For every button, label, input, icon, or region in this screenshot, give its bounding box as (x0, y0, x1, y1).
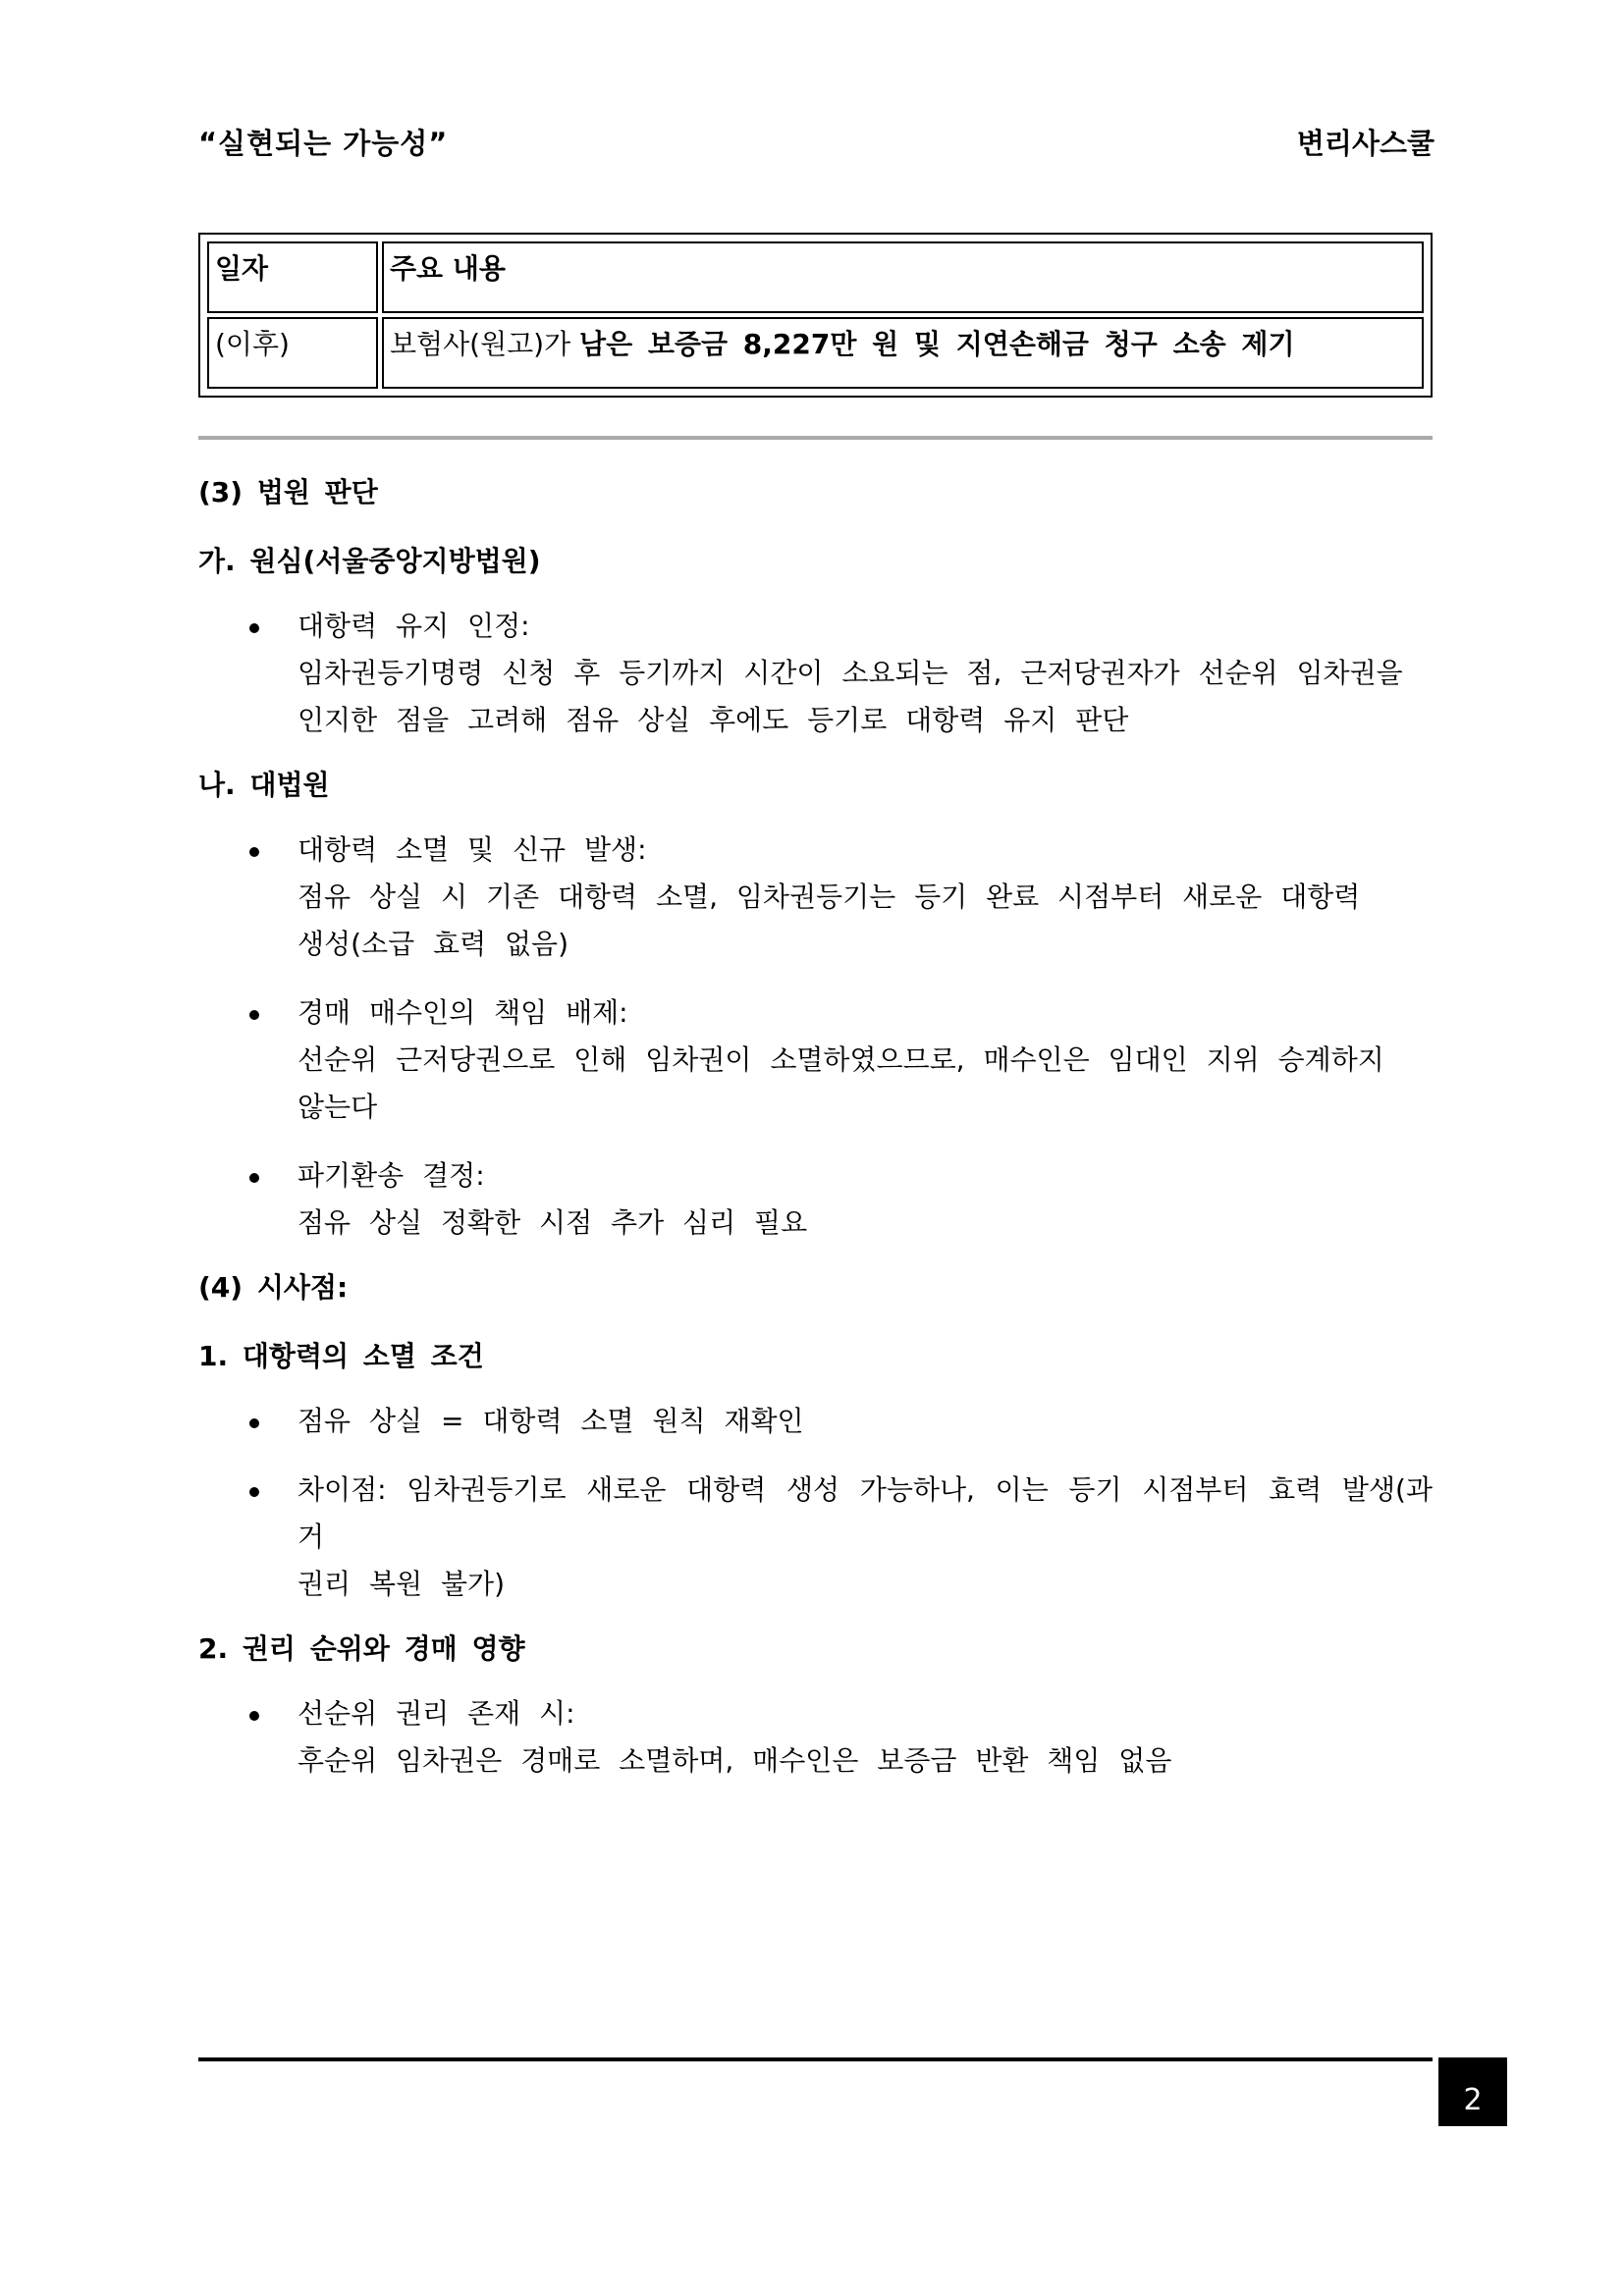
item-text: 권리 복원 불가) (298, 1568, 506, 1600)
item-label: 대항력 소멸 및 신규 발생: (298, 833, 647, 866)
bullet-icon (249, 1173, 259, 1183)
item-text: 점유 상실 정확한 시점 추가 심리 필요 (298, 1206, 808, 1239)
item-text: 후순위 임차권은 경매로 소멸하며, 매수인은 보증금 반환 책임 없음 (298, 1744, 1172, 1777)
section-divider (198, 436, 1433, 440)
list-item (198, 827, 1433, 968)
row-content-plain: 보험사(원고)가 (390, 328, 580, 360)
lower-court-list (198, 603, 1433, 744)
row-content (382, 317, 1424, 389)
item-label: 파기환송 결정: (298, 1159, 485, 1192)
document-title: “실현되는 가능성” (198, 127, 449, 160)
list-item (198, 1690, 1433, 1785)
item-label: 경매 매수인의 책임 배제: (298, 996, 628, 1029)
table-header-row (207, 241, 1424, 313)
list-item (198, 603, 1433, 744)
item-label: 점유 상실 = 대항력 소멸 원칙 재확인 (298, 1405, 804, 1437)
section-point-1: 1. 대항력의 소멸 조건 (198, 1340, 484, 1372)
section-court-judgment: (3) 법원 판단 (198, 476, 378, 508)
item-label: 대항력 유지 인정: (298, 610, 530, 642)
footer-rule (198, 2057, 1433, 2061)
list-item (198, 1152, 1433, 1247)
item-text: 선순위 근저당권으로 인해 임차권이 소멸하였으므로, 매수인은 임대인 지위 승계하지 (298, 1043, 1384, 1076)
bullet-icon (249, 1487, 259, 1497)
section-point-2: 2. 권리 순위와 경매 영향 (198, 1632, 525, 1665)
point-1-list (198, 1398, 1433, 1608)
supreme-court-list (198, 827, 1433, 1247)
header-date: 일자 (207, 241, 378, 313)
item-label: 선순위 권리 존재 시: (298, 1697, 575, 1730)
schedule-table (198, 233, 1433, 398)
page-number: 2 (1438, 2057, 1507, 2126)
item-text: 않는다 (298, 1091, 378, 1123)
item-text: 점유 상실 시 기존 대항력 소멸, 임차권등기는 등기 완료 시점부터 새로운 대항력 (298, 881, 1361, 913)
bullet-icon (249, 1010, 259, 1020)
document-body (198, 473, 1433, 1785)
section-lower-court: 가. 원심(서울중앙지방법원) (198, 545, 541, 577)
item-text: 임차권등기명령 신청 후 등기까지 시간이 소요되는 점, 근저당권자가 선순위 임차권을 (298, 657, 1403, 689)
item-text: 인지한 점을 고려해 점유 상실 후에도 등기로 대항력 유지 판단 (298, 704, 1129, 736)
list-item (198, 989, 1433, 1131)
bullet-icon (249, 623, 259, 633)
row-content-bold: 남은 보증금 8,227만 원 및 지연손해금 청구 소송 제기 (579, 328, 1295, 360)
header-content: 주요 내용 (382, 241, 1424, 313)
bullet-icon (249, 847, 259, 857)
section-implications: (4) 시사점: (198, 1271, 349, 1304)
list-item (198, 1467, 1433, 1608)
item-text: 생성(소급 효력 없음) (298, 928, 569, 960)
table-row (207, 317, 1424, 389)
list-item (198, 1398, 1433, 1445)
section-supreme-court: 나. 대법원 (198, 769, 330, 801)
row-date: (이후) (207, 317, 378, 389)
point-2-list (198, 1690, 1433, 1785)
schedule-table-grid (203, 238, 1428, 393)
item-label: 차이점: 임차권등기로 새로운 대항력 생성 가능하나, 이는 등기 시점부터 효력 발생(과거 (298, 1473, 1433, 1553)
bullet-icon (249, 1711, 259, 1721)
bullet-icon (249, 1418, 259, 1428)
publisher-name: 변리사스쿨 (1296, 127, 1435, 160)
